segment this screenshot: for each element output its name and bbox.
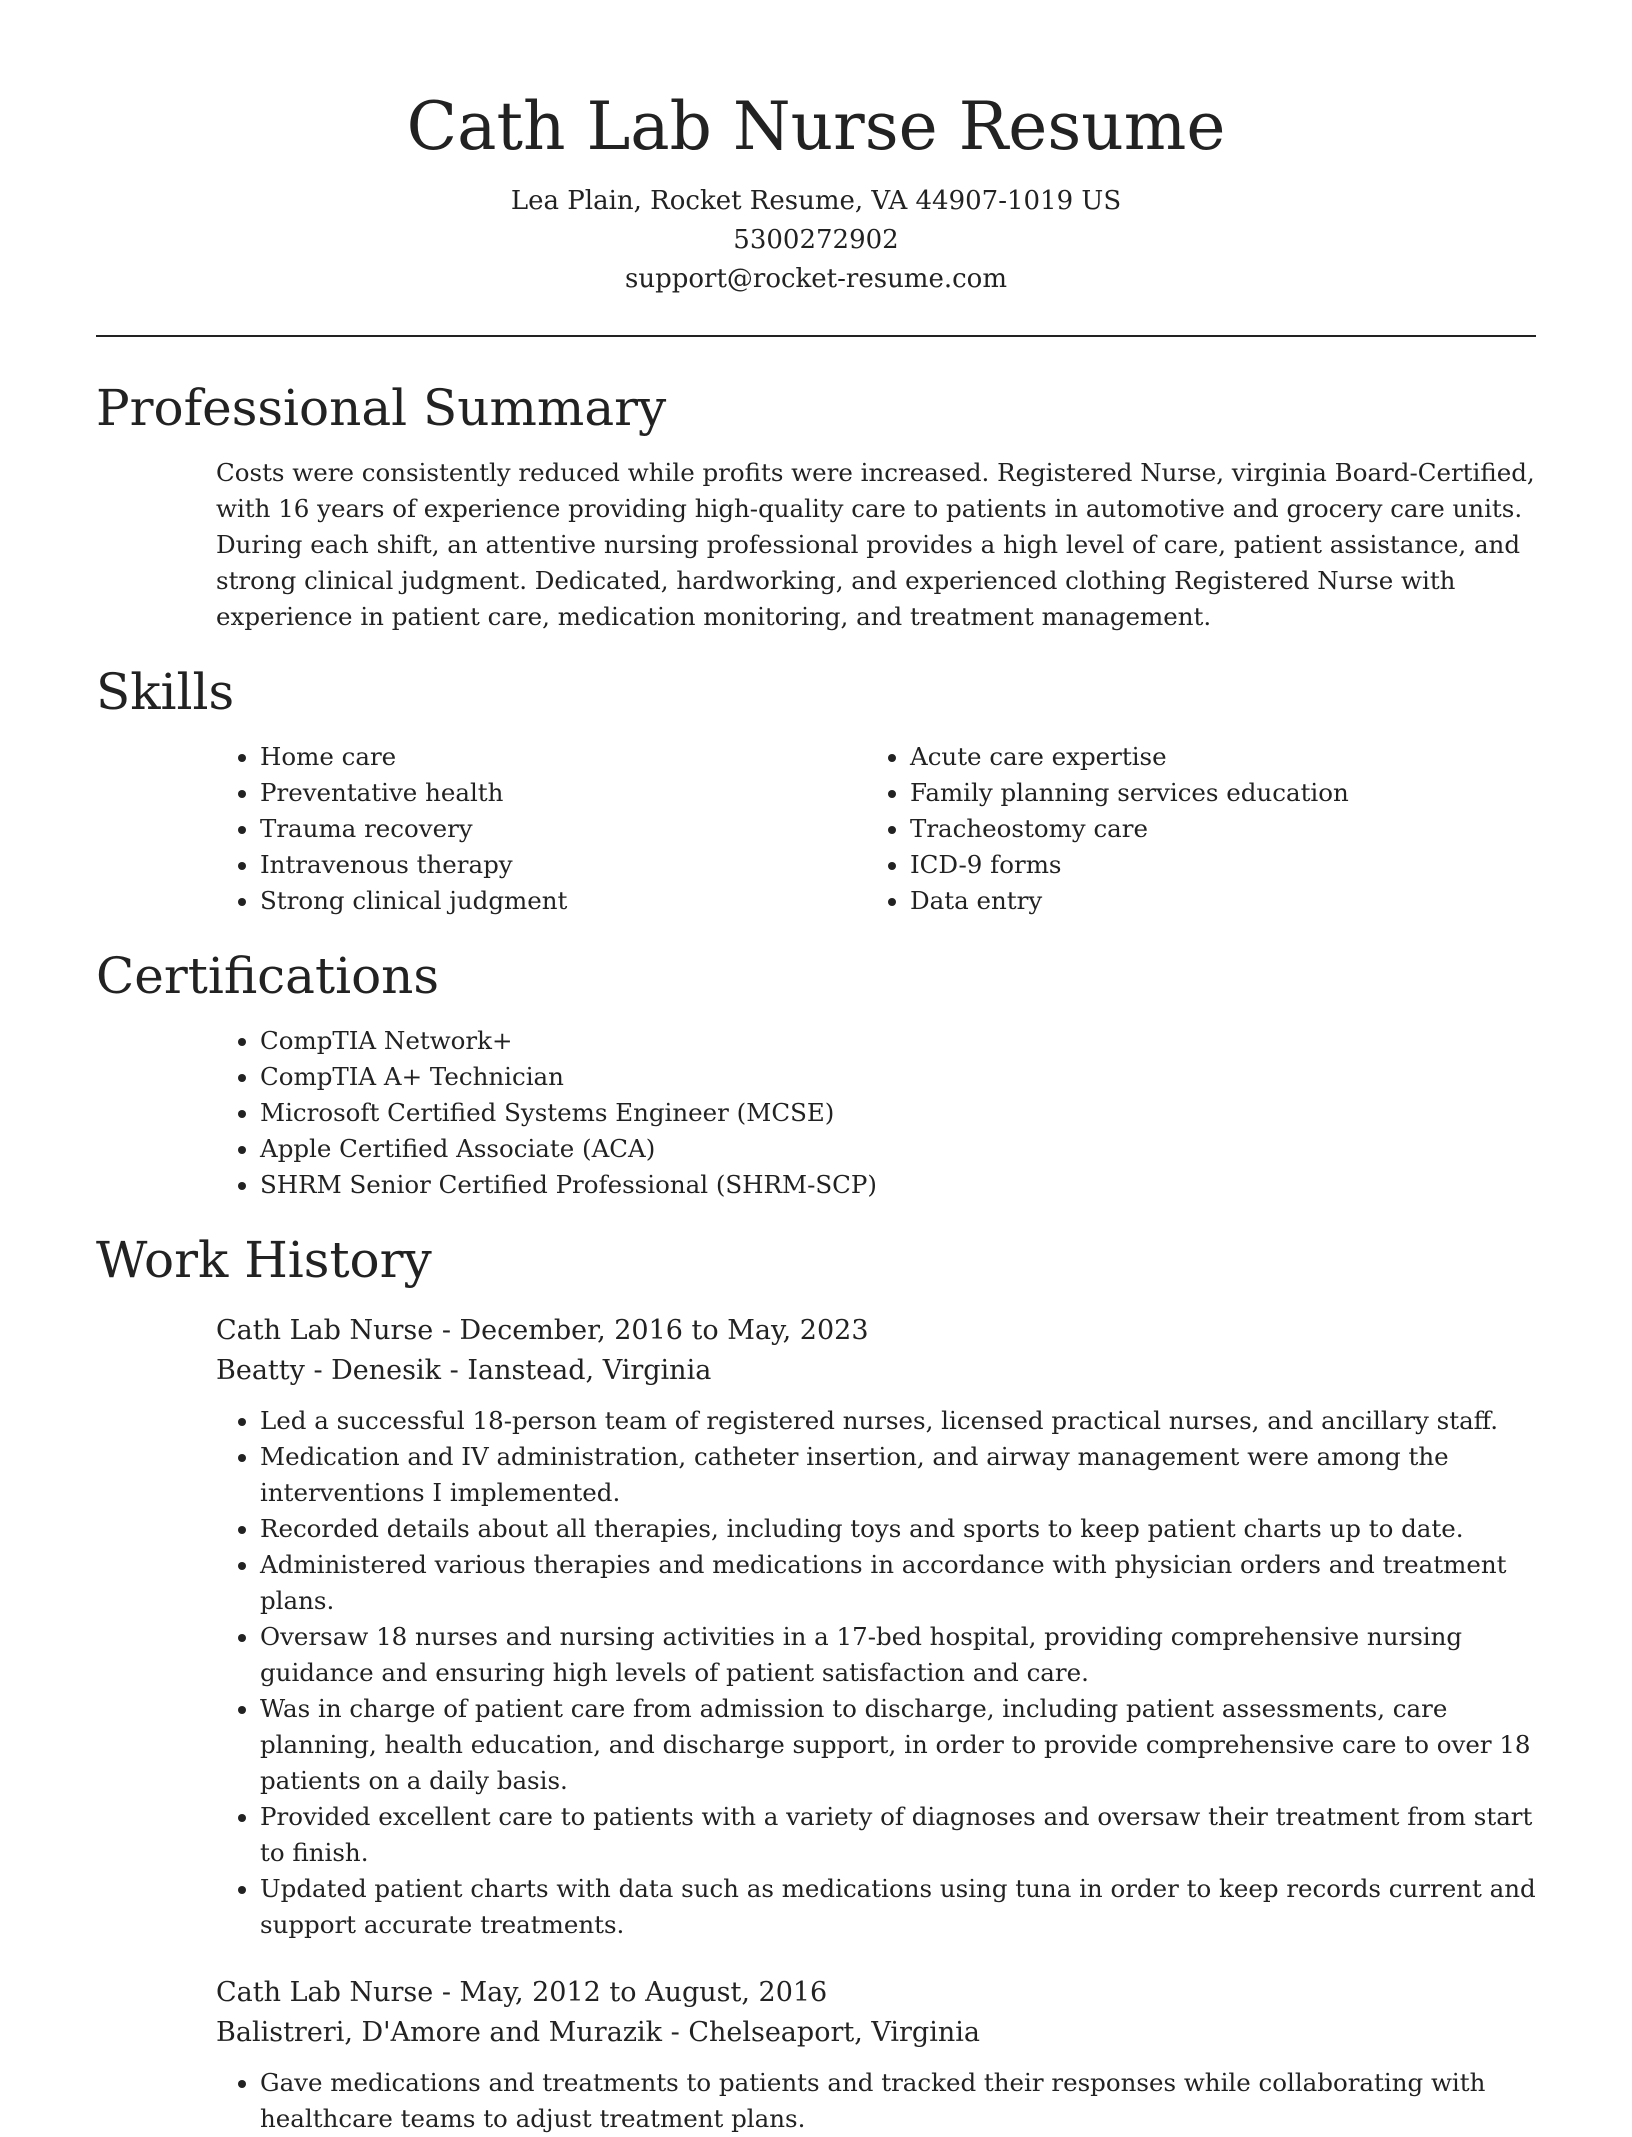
contact-block (96, 182, 1536, 299)
job-bullets-wrap (216, 1403, 1536, 1943)
skills-list-left (216, 739, 866, 919)
skill-item: • Family planning services education (910, 775, 1516, 811)
skill-item: • ICD-9 forms (910, 847, 1516, 883)
skills-column-right (866, 739, 1516, 919)
skill-item: • Strong clinical judgment (260, 883, 866, 919)
certification-item: • Microsoft Certified Systems Engineer (MCSE) (260, 1095, 1536, 1131)
skill-item: • Data entry (910, 883, 1516, 919)
skill-item: • Intravenous therapy (260, 847, 866, 883)
job-company: Beatty - Denesik (216, 1355, 442, 1386)
job-bullet: • Was in charge of patient care from admission to discharge, including patient assessments, care planning, health education, and discharge support, in order to provide comprehensive care to over 18 patients on a daily basis. (260, 1691, 1536, 1799)
job-dates: December, 2016 to May, 2023 (459, 1315, 869, 1346)
certification-item: • CompTIA Network+ (260, 1023, 1536, 1059)
contact-address: Lea Plain, Rocket Resume, VA 44907-1019 US (510, 186, 1122, 216)
resume-page (96, 0, 1536, 2137)
job-location: Chelseaport, Virginia (688, 2017, 980, 2048)
job-title-line: Cath Lab Nurse - December, 2016 to May, 2023 (216, 1315, 869, 1346)
job-location: Ianstead, Virginia (467, 1355, 712, 1386)
certifications-heading: Certifications (96, 947, 440, 1005)
job-dates: May, 2012 to August, 2016 (459, 1977, 828, 2008)
job-bullet-list (216, 1403, 1536, 1943)
job-bullet: • Medication and IV administration, catheter insertion, and airway management were among the interventions I implemented. (260, 1439, 1536, 1511)
certifications-list-wrap (216, 1023, 1536, 1203)
summary-section (96, 377, 1536, 635)
job-bullet: • Recorded details about all therapies, including toys and sports to keep patient charts up to date. (260, 1511, 1536, 1547)
job-company-line: Beatty - Denesik - Ianstead, Virginia (216, 1355, 712, 1386)
job-bullet: • Updated patient charts with data such as medications using tuna in order to keep records current and support accurate treatments. (260, 1871, 1536, 1943)
contact-phone: 5300272902 (733, 225, 899, 255)
skills-heading: Skills (96, 663, 235, 721)
header-divider (96, 335, 1536, 337)
skills-list-right (866, 739, 1516, 919)
certification-item: • Apple Certified Associate (ACA) (260, 1131, 1536, 1167)
skill-item: • Trauma recovery (260, 811, 866, 847)
certification-item: • SHRM Senior Certified Professional (SHRM-SCP) (260, 1167, 1536, 1203)
skills-grid (216, 739, 1536, 919)
job-title: Cath Lab Nurse (216, 1977, 434, 2008)
job-company-line: Balistreri, D'Amore and Murazik - Chelseaport, Virginia (216, 2017, 980, 2048)
job-company: Balistreri, D'Amore and Murazik (216, 2017, 663, 2048)
job-bullets-wrap (216, 2065, 1536, 2137)
certifications-section (96, 945, 1536, 1203)
job-entry (216, 1973, 1536, 2137)
job-entry (216, 1311, 1536, 1943)
work-history-section (96, 1229, 1536, 2137)
skill-item: • Preventative health (260, 775, 866, 811)
job-title: Cath Lab Nurse (216, 1315, 434, 1346)
resume-title: Cath Lab Nurse Resume (406, 88, 1226, 165)
skills-section (96, 661, 1536, 919)
job-bullet: • Administered various therapies and medications in accordance with physician orders and treatment plans. (260, 1547, 1536, 1619)
certification-item: • CompTIA A+ Technician (260, 1059, 1536, 1095)
job-title-line: Cath Lab Nurse - May, 2012 to August, 2016 (216, 1977, 828, 2008)
job-bullet-list (216, 2065, 1536, 2137)
job-bullet: • Gave medications and treatments to patients and tracked their responses while collaborating with healthcare teams to adjust treatment plans. (260, 2065, 1536, 2137)
skill-item: • Acute care expertise (910, 739, 1516, 775)
summary-heading: Professional Summary (96, 379, 667, 437)
resume-header (96, 0, 1536, 299)
work-history-heading: Work History (96, 1231, 432, 1289)
certifications-list (216, 1023, 1536, 1203)
skills-column-left (216, 739, 866, 919)
job-bullet: • Oversaw 18 nurses and nursing activities in a 17-bed hospital, providing comprehensive nursing guidance and ensuring high levels of patient satisfaction and care. (260, 1619, 1536, 1691)
job-bullet: • Provided excellent care to patients with a variety of diagnoses and oversaw their treatment from start to finish. (260, 1799, 1536, 1871)
summary-text: Costs were consistently reduced while profits were increased. Registered Nurse, virginia Board-Certified, with 16 years of experience providing high-quality care to patients in automotive and grocery care units. During each shift, an attentive nursing professional provides a high level of care, patient assistance, and strong clinical judgment. Dedicated, hardworking, and experienced clothing Registered Nurse with experience in patient care, medication monitoring, and treatment management. (216, 458, 1535, 631)
job-bullet: • Led a successful 18-person team of registered nurses, licensed practical nurses, and ancillary staff. (260, 1403, 1536, 1439)
contact-email: support@rocket-resume.com (624, 264, 1007, 294)
skill-item: • Tracheostomy care (910, 811, 1516, 847)
skill-item: • Home care (260, 739, 866, 775)
